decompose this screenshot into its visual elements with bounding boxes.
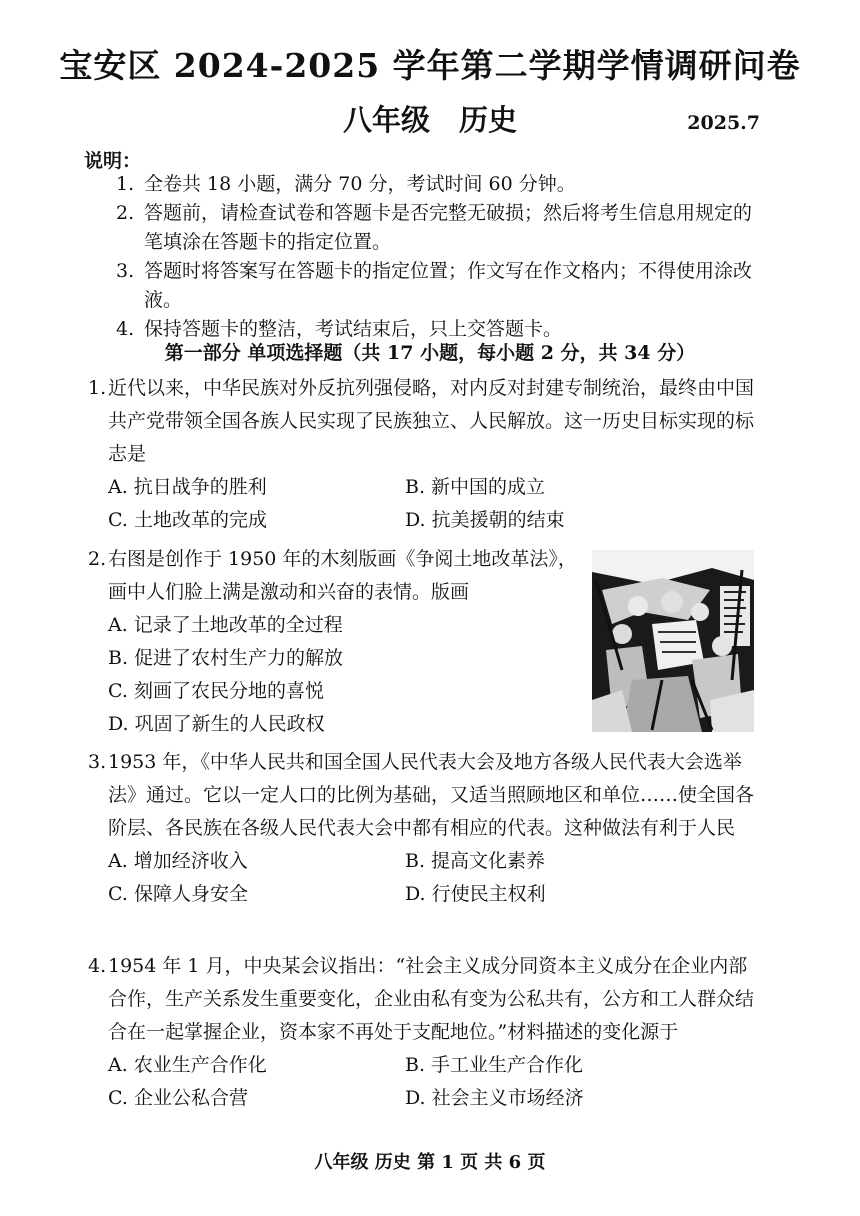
exam-title: 宝安区 2024-2025 学年第二学期学情调研问卷	[59, 46, 801, 85]
option-a: A. 抗日战争的胜利	[108, 476, 267, 498]
note-text: 答题时将答案写在答题卡的指定位置；作文写在作文格内；不得使用涂改液。	[144, 260, 753, 311]
options	[108, 1049, 758, 1115]
options	[108, 609, 578, 741]
question-number: 4.	[88, 955, 107, 977]
question-stem: 1953 年，《中华人民共和国全国人民代表大会及地方各级人民代表大会选举法》通过。它以一定人口的比例为基础，又适当照顾地区和单位……使全国各阶层、各民族在各级人民代表大会中都有相应的代表。这种做法有利于人民	[108, 751, 755, 839]
notes-list	[116, 170, 756, 344]
option-d: D. 巩固了新生的人民政权	[108, 713, 325, 735]
note-number: 1.	[116, 173, 135, 195]
option-c: C. 企业公私合营	[108, 1087, 248, 1109]
question-4	[88, 950, 758, 1115]
note-text: 答题前，请检查试卷和答题卡是否完整无破损；然后将考生信息用规定的笔填涂在答题卡的指定位置。	[144, 202, 753, 253]
note-number: 3.	[116, 260, 135, 282]
question-stem: 近代以来，中华民族对外反抗列强侵略，对内反对封建专制统治，最终由中国共产党带领全国各族人民实现了民族独立、人民解放。这一历史目标实现的标志是	[108, 377, 755, 465]
note-text: 保持答题卡的整洁，考试结束后，只上交答题卡。	[144, 318, 563, 340]
question-stem: 右图是创作于 1950 年的木刻版画《争阅土地改革法》，画中人们脸上满是激动和兴奋的表情。版画	[108, 548, 577, 603]
options	[108, 471, 758, 537]
option-b: B. 提高文化素养	[405, 850, 546, 872]
note-item	[116, 257, 756, 315]
option-a: A. 记录了土地改革的全过程	[108, 614, 343, 636]
option-d: D. 社会主义市场经济	[405, 1087, 584, 1109]
option-c: C. 刻画了农民分地的喜悦	[108, 680, 324, 702]
note-text: 全卷共 18 小题，满分 70 分，考试时间 60 分钟。	[144, 173, 576, 195]
question-1	[88, 372, 758, 537]
option-a: A. 增加经济收入	[108, 850, 248, 872]
option-c: C. 保障人身安全	[108, 883, 248, 905]
option-b: B. 手工业生产合作化	[405, 1054, 584, 1076]
question-stem: 1954 年 1 月，中央某会议指出：“社会主义成分同资本主义成分在企业内部合作，生产关系发生重要变化，企业由私有变为公私共有，公方和工人群众结合在一起掌握企业，资本家不再处于支配地位。”材料描述的变化源于	[108, 955, 755, 1043]
question-number: 2.	[88, 548, 107, 570]
question-number: 3.	[88, 751, 107, 773]
option-d: D. 行使民主权利	[405, 883, 546, 905]
note-item	[116, 170, 756, 199]
question-3	[88, 746, 758, 911]
note-number: 4.	[116, 318, 135, 340]
option-c: C. 土地改革的完成	[108, 509, 267, 531]
notes-label: 说明：	[84, 150, 142, 172]
exam-date: 2025.7	[687, 112, 760, 134]
exam-subtitle: 八年级 历史	[342, 103, 517, 137]
section-heading: 第一部分 单项选择题（共 17 小题，每小题 2 分，共 34 分）	[164, 342, 696, 364]
note-item	[116, 199, 756, 257]
option-d: D. 抗美援朝的结束	[405, 509, 565, 531]
option-a: A. 农业生产合作化	[108, 1054, 267, 1076]
note-number: 2.	[116, 202, 135, 224]
options	[108, 845, 758, 911]
question-number: 1.	[88, 377, 107, 399]
page-footer: 八年级 历史 第 1 页 共 6 页	[314, 1152, 546, 1173]
option-b: B. 新中国的成立	[405, 476, 546, 498]
woodcut-print-image	[592, 550, 754, 732]
option-b: B. 促进了农村生产力的解放	[108, 647, 344, 669]
question-2	[88, 543, 578, 741]
